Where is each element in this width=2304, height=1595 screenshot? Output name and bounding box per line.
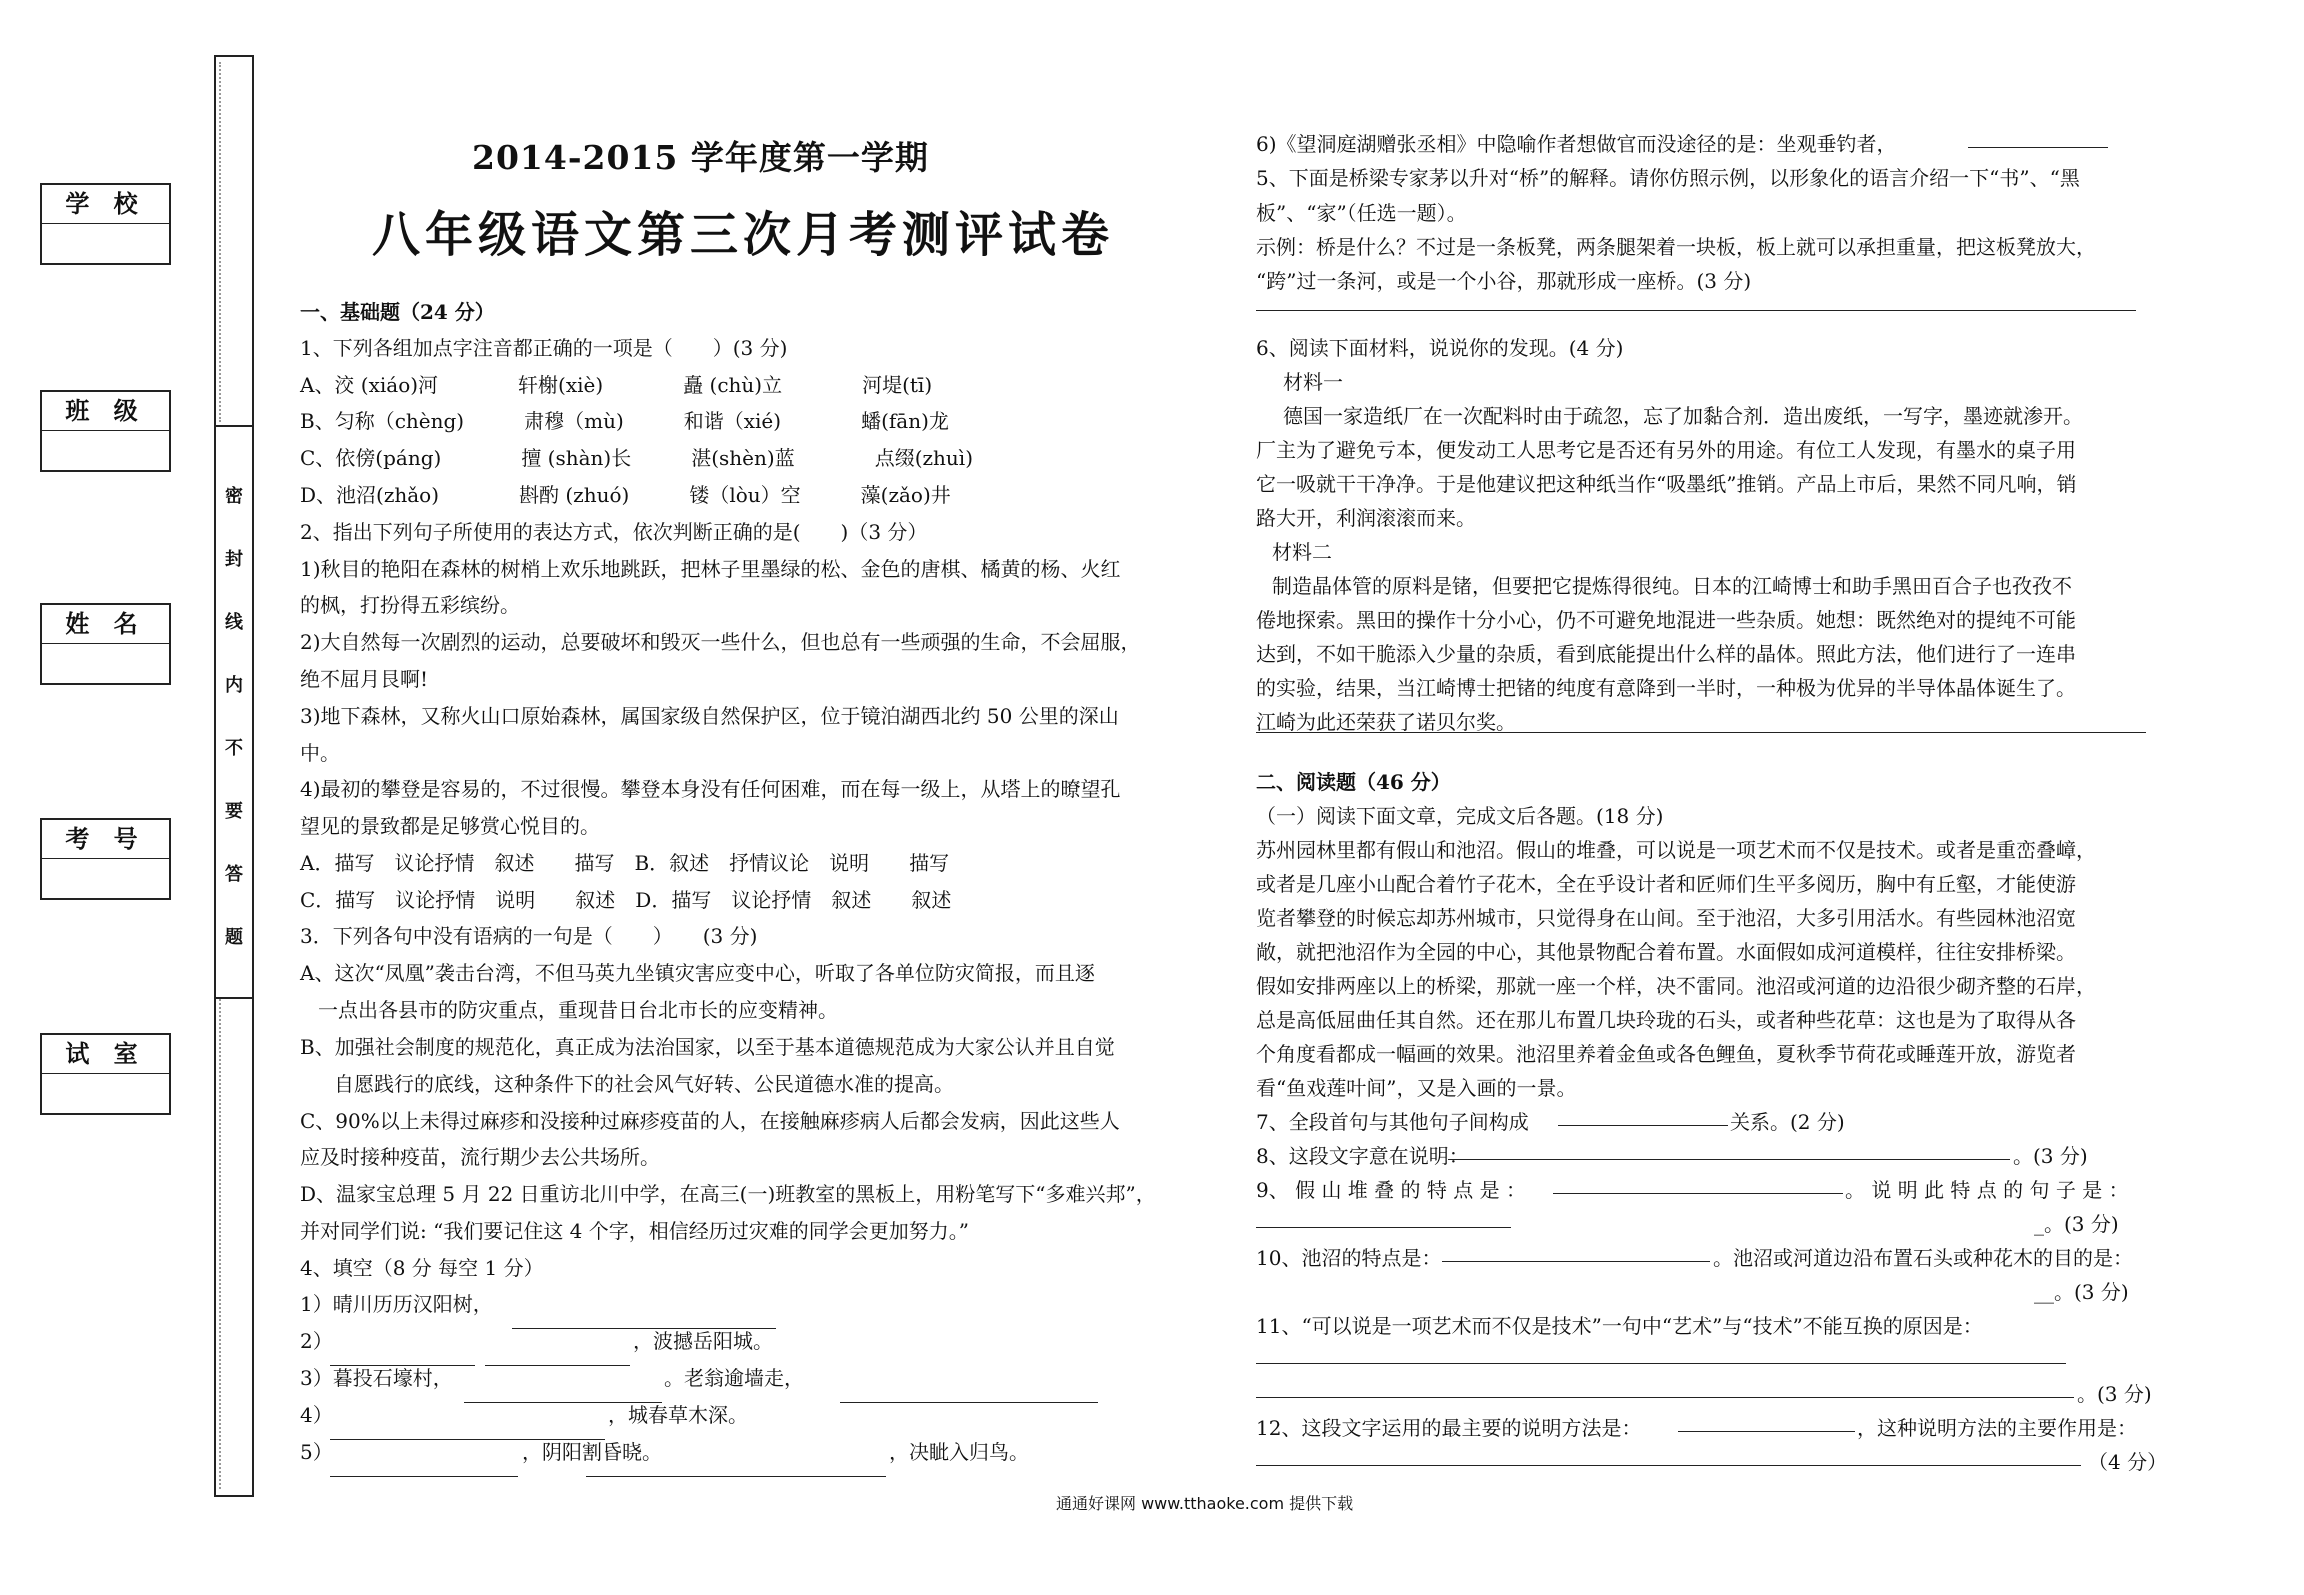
- left-text-line: 4、填空（8 分 每空 1 分）: [300, 1256, 544, 1280]
- right-text-line: 9、 假 山 堆 叠 的 特 点 是 ：: [1256, 1178, 1526, 1202]
- answer-blank[interactable]: [1256, 712, 2146, 733]
- seal-char: 密: [225, 486, 243, 507]
- answer-blank[interactable]: [1256, 290, 2136, 311]
- right-text-line: 8、这段文字意在说明：: [1256, 1144, 1469, 1168]
- right-text-line: 览者攀登的时候忘却苏州城市，只觉得身在山间。至于池沼，大多引用活水。有些园林池沼宽: [1256, 906, 2076, 930]
- right-text-line: 二、阅读题（46 分）: [1256, 770, 1451, 794]
- answer-blank[interactable]: [1968, 127, 2108, 148]
- seal-char: 线: [225, 612, 243, 633]
- left-text-line: 1、下列各组加点字注音都正确的一项是（ ）(3 分): [300, 336, 788, 360]
- right-text-line: 它一吸就干干净净。于是他建议把这种纸当作“吸墨纸”推销。产品上市后，果然不同凡响，销: [1256, 472, 2077, 496]
- left-text-line: 一点出各县市的防灾重点，重现昔日台北市长的应变精神。: [318, 998, 838, 1022]
- seal-notice: [216, 425, 252, 999]
- name-box: [40, 603, 171, 685]
- exam-room-field[interactable]: [42, 1074, 169, 1112]
- right-text-line: 10、池沼的特点是：: [1256, 1246, 1442, 1270]
- left-text-line: 2）: [300, 1329, 333, 1353]
- right-text-line: 个角度看都成一幅画的效果。池沼里养着金鱼或各色鲤鱼，夏秋季节荷花或睡莲开放，游览者: [1256, 1042, 2076, 1066]
- left-text-line: 自愿践行的底线，这种条件下的社会风气好转、公民道德水准的提高。: [334, 1072, 954, 1096]
- right-text-line: 12、这段文字运用的最主要的说明方法是：: [1256, 1416, 1642, 1440]
- right-text-line: __。(3 分): [2034, 1280, 2129, 1304]
- left-text-line: ，城春草木深。: [608, 1403, 748, 1427]
- right-text-line: 看“鱼戏莲叶间”，又是入画的一景。: [1256, 1076, 1577, 1100]
- left-text-line: C．描写 议论抒情 说明 叙述 D．描写 议论抒情 叙述 叙述: [300, 888, 952, 912]
- right-text-line: 材料二: [1272, 540, 1332, 564]
- right-text-line: 达到，不如干脆添入少量的杂质，看到底能提出什么样的晶体。照此方法，他们进行了一连串: [1256, 642, 2076, 666]
- answer-blank[interactable]: [485, 1345, 630, 1366]
- answer-blank[interactable]: [586, 1456, 886, 1477]
- right-text-line: 苏州园林里都有假山和池沼。假山的堆叠，可以说是一项艺术而不仅是技术。或者是重峦叠嶂，: [1256, 838, 2096, 862]
- left-text-line: 并对同学们说: “我们要记住这 4 个字，相信经历过灾难的同学会更加努力。”: [300, 1219, 969, 1243]
- exam-number-box: [40, 818, 171, 900]
- left-text-line: C、依傍(páng) 擅 (shàn)长 湛(shèn)蓝 点缀(zhuì): [300, 446, 973, 470]
- answer-blank[interactable]: [1558, 1105, 1728, 1126]
- left-text-line: 2)大自然每一次剧烈的运动，总要破坏和毁灭一些什么，但也总有一些顽强的生命，不会屈服，: [300, 630, 1141, 654]
- left-text-line: 。老翁逾墙走，: [664, 1366, 804, 1390]
- seal-char: 内: [225, 675, 243, 696]
- seal-line-strip: [214, 55, 254, 1497]
- left-text-line: C、90%以上未得过麻疹和没接种过麻疹疫苗的人，在接触麻疹病人后都会发病，因此这些人: [300, 1109, 1120, 1133]
- left-text-line: 5）: [300, 1440, 333, 1464]
- left-text-line: D、池沼(zhǎo) 斟酌 (zhuó) 镂（lòu）空 藻(zǎo)井: [300, 483, 951, 507]
- answer-blank[interactable]: [1448, 1139, 2010, 1160]
- right-text-line: “跨”过一条河，或是一个小谷，那就形成一座桥。(3 分): [1256, 269, 1752, 293]
- exam-title-term: 2014-2015 学年度第一学期: [472, 138, 929, 177]
- exam-title-main: 八年级语文第三次月考测评试卷: [372, 207, 1115, 263]
- right-text-line: 。(3 分): [2077, 1382, 2152, 1406]
- right-text-line: 关系。(2 分): [1730, 1110, 1845, 1134]
- answer-blank[interactable]: [330, 1419, 605, 1440]
- school-field[interactable]: [42, 224, 169, 262]
- right-text-line: 总是高低屈曲任其自然。还在那儿布置几块玲珑的石头，或者种些花草：这也是为了取得从各: [1256, 1008, 2076, 1032]
- left-text-line: 应及时接种疫苗，流行期少去公共场所。: [300, 1145, 660, 1169]
- answer-blank[interactable]: [1256, 1377, 2074, 1398]
- left-text-line: 3)地下森林，又称火山口原始森林，属国家级自然保护区，位于镜泊湖西北约 50 公里的深山: [300, 704, 1119, 728]
- seal-char: 题: [225, 927, 243, 948]
- right-text-line: 的实验，结果，当江崎博士把锗的纯度有意降到一半时，一种极为优异的半导体晶体诞生了。: [1256, 676, 2076, 700]
- left-text-line: 4)最初的攀登是容易的，不过很慢。攀登本身没有任何困难，而在每一级上，从塔上的暸望孔: [300, 777, 1121, 801]
- right-text-line: 德国一家造纸厂在一次配料时由于疏忽，忘了加黏合剂．造出废纸，一写字，墨迹就渗开。: [1283, 404, 2083, 428]
- exam-number-field[interactable]: [42, 859, 169, 897]
- right-text-line: _。(3 分): [2034, 1212, 2119, 1236]
- right-text-line: 路大开，利润滚滚而来。: [1256, 506, 1476, 530]
- answer-blank[interactable]: [1256, 1445, 2081, 1466]
- left-text-line: 绝不屈月艮啊!: [300, 667, 429, 691]
- right-text-line: 制造晶体管的原料是锗，但要把它提炼得很纯。日本的江崎博士和助手黑田百合子也孜孜不: [1272, 574, 2072, 598]
- answer-blank[interactable]: [1442, 1241, 1710, 1262]
- seal-dotted-line: [219, 62, 221, 422]
- answer-blank[interactable]: [330, 1345, 475, 1366]
- seal-dotted-line: [219, 999, 221, 1489]
- left-text-line: ，波撼岳阳城。: [633, 1329, 773, 1353]
- left-text-line: 1）晴川历历汉阳树，: [300, 1292, 493, 1316]
- left-text-line: 3）暮投石壕村，: [300, 1366, 453, 1390]
- right-text-line: 6、阅读下面材料，说说你的发现。(4 分): [1256, 336, 1624, 360]
- exam-room-label: 试 室: [42, 1035, 169, 1074]
- answer-blank[interactable]: [464, 1382, 662, 1403]
- right-text-line: 11、“可以说是一项艺术而不仅是技术”一句中“艺术”与“技术”不能互换的原因是：: [1256, 1314, 1983, 1338]
- class-box: [40, 390, 171, 472]
- seal-char: 不: [225, 738, 243, 759]
- answer-blank[interactable]: [1553, 1173, 1843, 1194]
- right-text-line: 6)《望洞庭湖赠张丞相》中隐喻作者想做官而没途径的是：坐观垂钓者，: [1256, 132, 1897, 156]
- answer-blank[interactable]: [1678, 1411, 1855, 1432]
- right-text-line: 倦地探索。黑田的操作十分小心，仍不可避免地混进一些杂质。她想：既然绝对的提纯不可能: [1256, 608, 2076, 632]
- left-text-line: 望见的景致都是足够赏心悦目的。: [300, 814, 600, 838]
- right-text-line: 5、下面是桥梁专家茅以升对“桥”的解释。请你仿照示例，以形象化的语言介绍一下“书”、“黑: [1256, 166, 2080, 190]
- left-text-line: 4）: [300, 1403, 333, 1427]
- left-text-line: A．描写 议论抒情 叙述 描写 B．叙述 抒情议论 说明 描写: [300, 851, 950, 875]
- right-text-line: 厂主为了避免亏本，便发动工人思考它是否还有另外的用途。有位工人发现，有墨水的桌子用: [1256, 438, 2076, 462]
- exam-room-box: [40, 1033, 171, 1115]
- class-field[interactable]: [42, 431, 169, 469]
- seal-char: 封: [225, 549, 243, 570]
- left-text-line: 的枫，打扮得五彩缤纷。: [300, 593, 520, 617]
- left-text-line: B、加强社会制度的规范化，真正成为法治国家，以至于基本道德规范成为大家公认并且自觉: [300, 1035, 1115, 1059]
- right-text-line: 或者是几座小山配合着竹子花木，全在乎设计者和匠师们生平多阅历，胸中有丘壑，才能使游: [1256, 872, 2076, 896]
- left-text-line: ，阴阳割昏晓。: [522, 1440, 662, 1464]
- left-text-line: 中。: [300, 741, 340, 765]
- left-text-line: 3．下列各句中没有语病的一句是（ ） (3 分): [300, 924, 758, 948]
- name-field[interactable]: [42, 644, 169, 682]
- right-text-line: （4 分）: [2088, 1450, 2168, 1474]
- answer-blank[interactable]: [1256, 1343, 2066, 1364]
- left-text-line: ，决眦入归鸟。: [889, 1440, 1029, 1464]
- left-text-line: 1)秋目的艳阳在森林的树梢上欢乐地跳跃，把林子里墨绿的松、金色的唐棋、橘黄的杨、火红: [300, 557, 1121, 581]
- footer-source: 通通好课网 www.tthaoke.com 提供下载: [1056, 1494, 1354, 1513]
- answer-blank[interactable]: [1256, 1207, 1511, 1228]
- right-text-line: 假如安排两座以上的桥梁，那就一座一个样，决不雷同。池沼或河道的边沿很少砌齐整的石岸，: [1256, 974, 2096, 998]
- left-text-line: A、洨 (xiáo)河 轩榭(xiè) 矗 (chù)立 河堤(tī): [300, 373, 933, 397]
- left-text-line: B、匀称（chèng) 肃穆（mù) 和谐（xié) 蟠(fān)龙: [300, 409, 949, 433]
- right-text-line: 材料一: [1283, 370, 1343, 394]
- answer-blank[interactable]: [840, 1382, 1098, 1403]
- left-text-line: D、温家宝总理 5 月 22 日重访北川中学，在高三(一)班教室的黑板上，用粉笔写下“多难兴邦”，: [300, 1182, 1156, 1206]
- school-label: 学 校: [42, 185, 169, 224]
- answer-blank[interactable]: [330, 1456, 518, 1477]
- right-text-line: ，这种说明方法的主要作用是：: [1857, 1416, 2137, 1440]
- exam-number-label: 考 号: [42, 820, 169, 859]
- right-text-line: 。(3 分): [2013, 1144, 2088, 1168]
- right-text-line: 敞，就把池沼作为全园的中心，其他景物配合着布置。水面假如成河道模样，往往安排桥梁。: [1256, 940, 2076, 964]
- right-text-line: 。 说 明 此 特 点 的 句 子 是 ：: [1845, 1178, 2129, 1202]
- seal-char: 要: [225, 801, 243, 822]
- name-label: 姓 名: [42, 605, 169, 644]
- class-label: 班 级: [42, 392, 169, 431]
- right-text-line: 7、全段首句与其他句子间构成: [1256, 1110, 1529, 1134]
- right-text-line: 。池沼或河道边沿布置石头或种花木的目的是：: [1713, 1246, 2133, 1270]
- school-box: [40, 183, 171, 265]
- right-text-line: 江崎为此还荣获了诺贝尔奖。: [1256, 710, 1516, 734]
- left-text-line: 一、基础题（24 分）: [300, 300, 495, 324]
- right-text-line: 示例：桥是什么？不过是一条板凳，两条腿架着一块板，板上就可以承担重量，把这板凳放大，: [1256, 235, 2096, 259]
- seal-char: 答: [225, 864, 243, 885]
- left-text-line: 2、指出下列句子所使用的表达方式，依次判断正确的是( )（3 分）: [300, 520, 928, 544]
- left-text-line: A、这次“凤凰”袭击台湾，不但马英九坐镇灾害应变中心，听取了各单位防灾简报，而且逐: [300, 961, 1095, 985]
- right-text-line: 板”、“家”（任选一题）。: [1256, 201, 1467, 225]
- right-text-line: （一）阅读下面文章，完成文后各题。(18 分): [1256, 804, 1664, 828]
- answer-blank[interactable]: [512, 1308, 776, 1329]
